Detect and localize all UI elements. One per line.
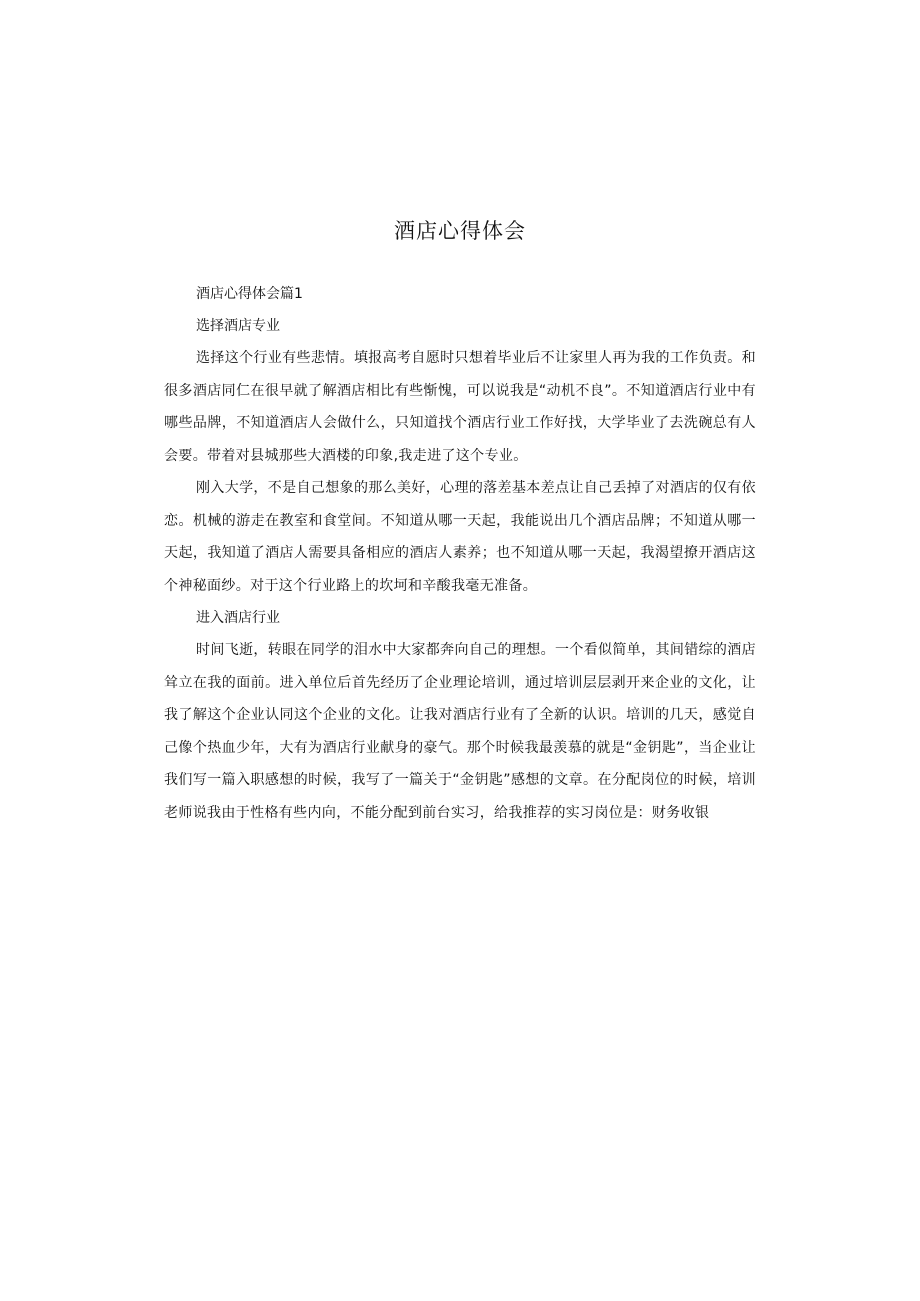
subheading-enter-industry: 进入酒店行业 xyxy=(196,610,280,626)
document-title: 酒店心得体会 xyxy=(394,219,526,243)
paragraph-3: 时间飞逝，转眼在同学的泪水中大家都奔向自己的理想。一个看似简单，其间错综的酒店耸立在我的面前。进入单位后首先经历了企业理论培训，通过培训层层剥开来企业的文化，让我了解这个企业认同这个企业的文化。让我对酒店行业有了全新的认识。培训的几天，感觉自己像个热血少年，大有为酒店行业献身的豪气。那个时候我最羡慕的就是“金钥匙”，当企业让我们写一篇入职感想的时候，我写了一篇关于“金钥匙”感想的文章。在分配岗位的时候，培训老师说我由于性格有些内向，不能分配到前台实习，给我推荐的实习岗位是：财务收银 xyxy=(164,642,756,821)
document-body xyxy=(164,278,756,829)
subheading-choose-major: 选择酒店专业 xyxy=(196,318,280,334)
paragraph-2: 刚入大学，不是自己想象的那么美好，心理的落差基本差点让自己丢掉了对酒店的仅有依恋。机械的游走在教室和食堂间。不知道从哪一天起，我能说出几个酒店品牌；不知道从哪一天起，我知道了酒店人需要具备相应的酒店人素养；也不知道从哪一天起，我渴望撩开酒店这个神秘面纱。对于这个行业路上的坎坷和辛酸我毫无准备。 xyxy=(164,480,756,594)
paragraph-1: 选择这个行业有些悲情。填报高考自愿时只想着毕业后不让家里人再为我的工作负责。和很多酒店同仁在很早就了解酒店相比有些惭愧，可以说我是“动机不良”。不知道酒店行业中有哪些品牌，不知道酒店人会做什么，只知道找个酒店行业工作好找，大学毕业了去洗碗总有人会要。带着对县城那些大酒楼的印象,我走进了这个专业。 xyxy=(164,350,756,464)
section-heading: 酒店心得体会篇1 xyxy=(196,286,303,302)
